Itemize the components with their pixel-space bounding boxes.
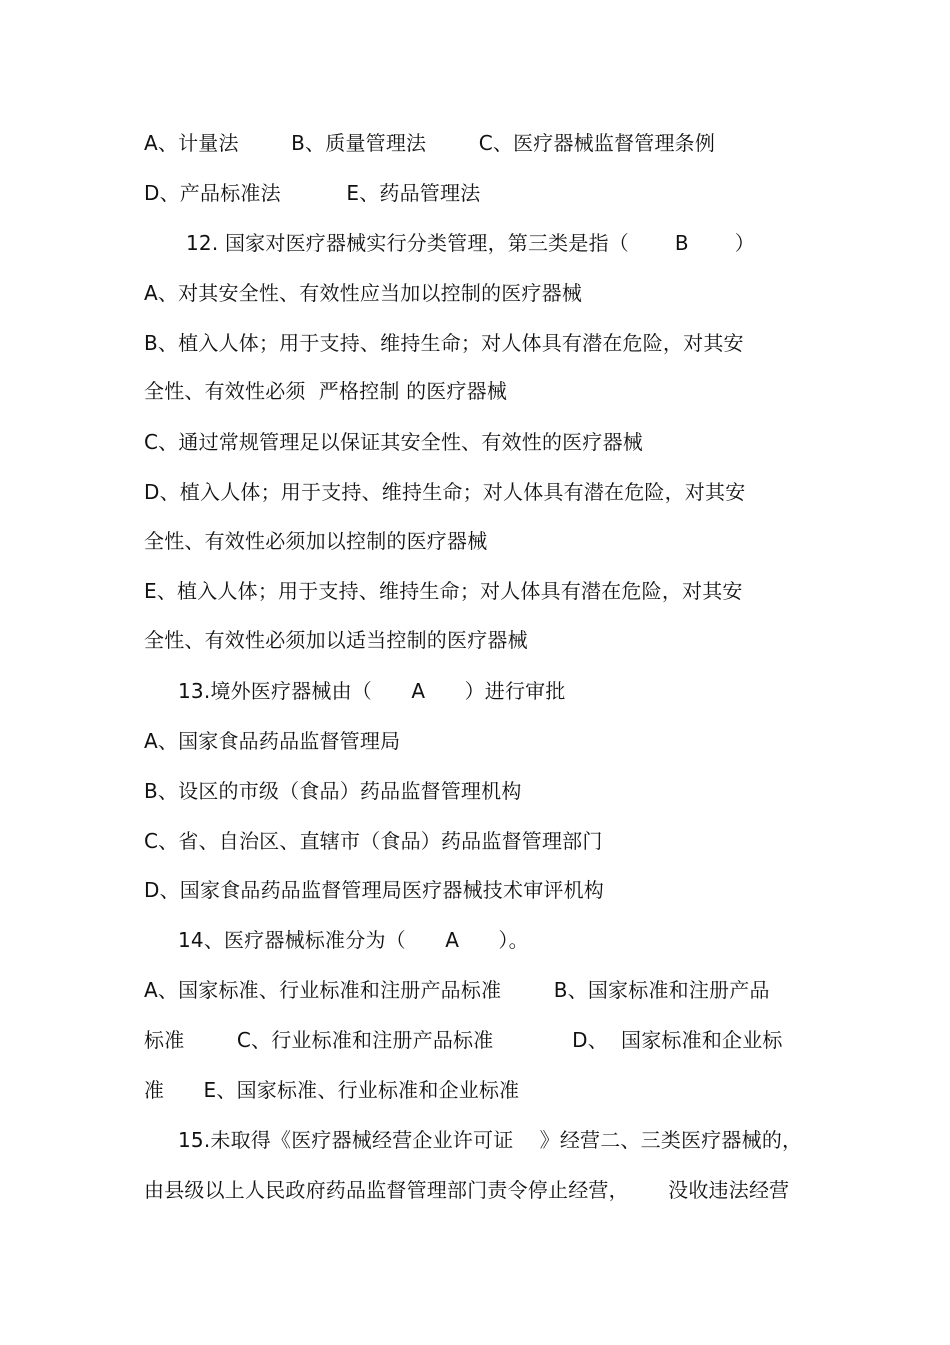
question-15-line-1: 15.未取得《医疗器械经营企业许可证 》经营二、三类医疗器械的， <box>178 1128 803 1152</box>
question-12: 12. 国家对医疗器械实行分类管理，第三类是指（ B ） <box>186 231 755 255</box>
q14-options-line-3: 准 E、国家标准、行业标准和企业标准 <box>144 1078 520 1102</box>
q14-options-line-1: A、国家标准、行业标准和注册产品标准 B、国家标准和注册产品 <box>144 978 770 1002</box>
question-14: 14、医疗器械标准分为（ A ）。 <box>178 928 529 952</box>
q12-option-d-line-2: 全性、有效性必须加以控制的医疗器械 <box>144 529 488 553</box>
q13-option-d: D、国家食品药品监督管理局医疗器械技术审评机构 <box>144 878 604 902</box>
q12-option-e-line-2: 全性、有效性必须加以适当控制的医疗器械 <box>144 628 528 652</box>
question-13: 13.境外医疗器械由（ A ）进行审批 <box>178 679 566 703</box>
q13-option-a: A、国家食品药品监督管理局 <box>144 729 401 753</box>
question-15-line-2: 由县级以上人民政府药品监督管理部门责令停止经营， 没收违法经营 <box>144 1178 790 1202</box>
q11-options-row-2: D、产品标准法 E、药品管理法 <box>144 181 481 205</box>
q13-option-c: C、省、自治区、直辖市（食品）药品监督管理部门 <box>144 829 603 853</box>
q12-option-d-line-1: D、植入人体；用于支持、维持生命；对人体具有潜在危险，对其安 <box>144 480 746 504</box>
q12-option-b-line-1: B、植入人体；用于支持、维持生命；对人体具有潜在危险，对其安 <box>144 331 744 355</box>
q13-option-b: B、设区的市级（食品）药品监督管理机构 <box>144 779 522 803</box>
q12-option-c: C、通过常规管理足以保证其安全性、有效性的医疗器械 <box>144 430 643 454</box>
q11-options-row-1: A、计量法 B、质量管理法 C、医疗器械监督管理条例 <box>144 131 716 155</box>
q12-option-a: A、对其安全性、有效性应当加以控制的医疗器械 <box>144 281 583 305</box>
q14-options-line-2: 标准 C、行业标准和注册产品标准 D、 国家标准和企业标 <box>144 1028 783 1052</box>
q12-option-b-line-2: 全性、有效性必须 严格控制 的医疗器械 <box>144 379 508 403</box>
q12-option-e-line-1: E、植入人体；用于支持、维持生命；对人体具有潜在危险，对其安 <box>144 579 743 603</box>
